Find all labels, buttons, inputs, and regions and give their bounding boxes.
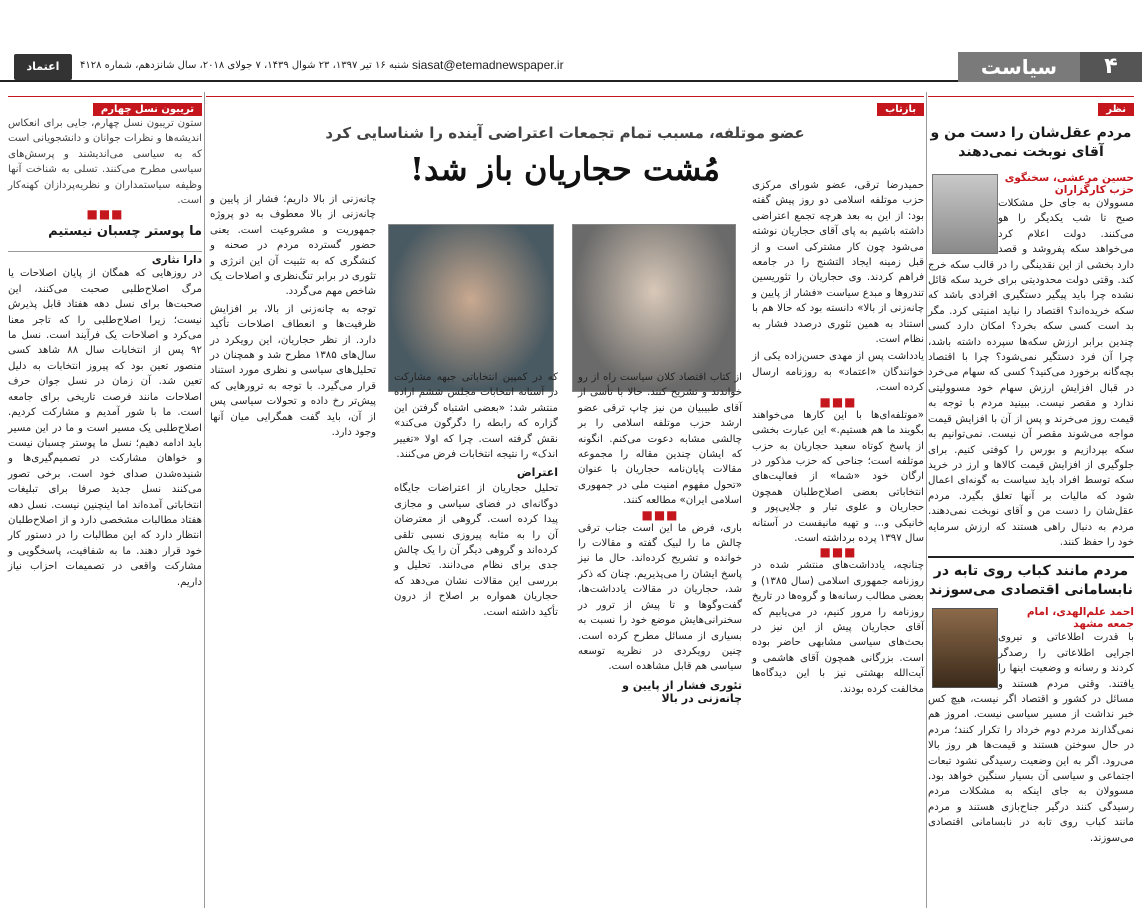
feature-subheading-2: اعتراض [516, 466, 558, 480]
feature-article [206, 96, 924, 705]
feature-subheading: تئوری فشار از پایین و چانه‌زنی در بالا [622, 678, 742, 705]
feature-col3-bottom: تحلیل حجاریان از اعتراضات جایگاه دوگانه‌ای در فضای سیاسی و مجازی پیدا کرده است. گروهی از معترضان آن را به مثابه پیروزی نسبی تلقی کرده‌اند و گروهی دیگر آن را یک چالش جدی برای نظام می‌دانند. تحلیل و بررسی این مقالات نشان می‌دهد که حجاریان همواره بر اصلاح از درون تأکید داشته است. [394, 483, 558, 618]
column-divider [926, 92, 927, 908]
feature-headline[interactable]: مُشت حجاریان باز شد! [409, 150, 721, 188]
dateline: شنبه ۱۶ تیر ۱۳۹۷، ۲۳ شوال ۱۴۳۹، ۷ جولای ۲۰۱۸، سال شانزدهم، شماره ۴۱۲۸ [80, 60, 409, 71]
red-dots-separator: ■■■ [86, 207, 124, 222]
feature-column-4 [210, 192, 376, 441]
red-dots-separator: ■■■ [641, 507, 679, 522]
photo-hajjarian [388, 224, 554, 392]
feature-tag-row [206, 96, 924, 115]
author-photo [932, 174, 998, 254]
author-photo-2 [932, 608, 998, 688]
opinion-author: حسین مرعشی، سخنگوی حزب کارگزاران [1004, 172, 1134, 196]
feature-col2-bottom: باری، فرض ما این است جناب ترقی چالش ما را لبیک گفته و مقالات را خوانده و تشریح کرده‌اند. حال ما نیز پاسخ ایشان را می‌پذیریم. چنان که ذکر شد، حجاریان در مقالات یادداشت‌ها، گفت‌وگوها و تا پیش از ترور در سخنرانی‌هایش موضع خود را نسبت به بسیاری از مسائل مطرح کرده است. چنین رویکردی در نظریه توسعه سیاسی هم قابل مشاهده است. [578, 522, 742, 673]
opinion-author-2: احمد علم‌الهدی، امام جمعه مشهد [1026, 606, 1134, 631]
opinion-headline[interactable]: مردم عقل‌شان را دست من و آقای نوبخت نمی‌دهند [930, 125, 1132, 160]
opinion-body-2 [928, 606, 1134, 846]
opinion-tag-row [928, 96, 1134, 115]
feature-col1-mid: یادداشت پس از مهدی حسن‌زاده یکی از خوانندگان «اعتماد» به روزنامه ارسال کرده است. [752, 351, 924, 394]
feature-col1-quote: «موتلفه‌ای‌ها با این کارها می‌خواهند بگویند ما هم هستیم.» این عبارت بخشی از پاسخ کوتاه سعید حجاریان به حزب موتلفه است؛ جناحی که حزب مذکور در ارگان خود «شما» از فعالیت‌های انتخاباتی بعضی اصلاح‌طلبان همچون حجاریان و علوی تبار و جلایی‌پور و خانیکی و... و تهیه مانیفست در آستانه سال ۱۳۹۷ پرده برداشته است. [752, 409, 924, 544]
section-email[interactable]: siasat@etemadnewspaper.ir [412, 58, 564, 72]
feature-col4-bottom: توجه به چانه‌زنی از بالا، بر افزایش ظرفیت‌ها و انعطاف اصلاحات تأکید دارد. از نظر حجاریان، این رویکرد در سال‌های ۱۳۸۵ مطرح شد و همچنان در تحلیل‌های سیاسی و نظری مورد استناد قرار می‌گیرد. با توجه به ترورهایی که پیش‌تر رخ داده و تحولات سیاسی پس از آن، باید گفت همگرایی میان آنها وجود دارد. [210, 303, 377, 439]
feature-column-1 [752, 178, 924, 697]
youth-tribune-column [8, 96, 202, 590]
red-dots-separator: ■■■ [819, 394, 857, 409]
feature-column-2 [578, 370, 742, 707]
feature-column-3 [394, 370, 558, 620]
opinion-headline-2[interactable]: مردم مانند کباب روی تابه در نابسامانی اقتصادی می‌سوزند [928, 556, 1134, 600]
feature-col2-top: از کتاب اقتصاد کلان سیاست راه از رو خواندند و تشریح کنند. حالا با تأسی از آقای طبیبیان من نیز چاپ ترقی عضو ارشد حزب موتلفه اسلامی را بر چالشی مشابه دعوت می‌کنم. انگونه که ایشان چندین مقاله را مجموعه مقالات پایان‌نامه حجاریان با عنوان «تحول مفهوم امنیت ملی در جمهوری اسلامی ایران» مطالعه کنند. [578, 372, 742, 507]
feature-col4-top: چانه‌زنی از بالا داریم؛ فشار از پایین و چانه‌زنی از بالا معطوف به دو پروژه جمهوریت و مشروعیت است. یعنی حضور گسترده مردم در صحنه و کنشگری که به تثبیت آن این انرژی و تئوری در برابر تنگ‌نظری و اصلاحات یک شاخص مهم می‌گردد. [210, 194, 376, 298]
tribune-text: در روزهایی که همگان از پایان اصلاحات یا مرگ اصلاح‌طلبی صحبت می‌کنند، این صحبت‌ها برای نسل دهه هفتاد قابل پذیرش نیست؛ زیرا اصلاح‌طلبی را که تاجر معنا می‌کرد و اصلاحات یک فرآیند است. نسل ما ۹۲ پس از انتخابات سال ۸۸ شاهد کسی منصور تعین بود که پیروز انتخابات به دلیل تعین شد. آن زمان در نسل جوان حرف اصلاحات مانند فرصت تاریخی برای جامعه است. ما با شور آمدیم و مشارکت کردیم. اصلاح‌طلبی یک مسیر است و ما در این مسیر باید ادامه دهیم؛ نسل ما پوستر چسبان نیست و خواهان مشارکت در تصمیم‌گیری‌ها و شنیده‌شدن صدای خود است. برخی تصور می‌کنند نسل جدید صرفا برای تبلیغات انتخاباتی آمده‌اند اما اینچنین نیست. نسل دهه هفتاد مطالبات مشخصی دارد و از اصلاح‌طلبان انتظار دارد که این مطالبات را در دستور کار خود قرار دهند. ما به شفافیت، پاسخگویی و مشارکت واقعی در تصمیمات احزاب نیاز داریم. [8, 268, 202, 588]
photo-taraghi [572, 224, 736, 392]
section-title: سیاست [958, 52, 1080, 82]
page-number: ۴ [1080, 52, 1142, 82]
feature-col3-top: که در کمپین انتخاباتی جبهه مشارکت در آستانه انتخابات مجلس ششم اراده منتشر شد: «بعضی اشتباه گرفتن این گزاره که رابطه را دگرگون می‌کند» نقش گرفته است. چرا که اولا «تغییر اندک» را نتیجه انتخابات فرض می‌کنند. [394, 372, 558, 461]
page-header [0, 0, 1142, 92]
opinion-body [928, 172, 1134, 550]
red-dots-separator: ■■■ [819, 545, 857, 560]
opinion-tag: نظر [1098, 103, 1134, 116]
tribune-tag: تریبون نسل چهارم [93, 103, 202, 116]
feature-kicker: عضو موتلفه، مسبب تمام تجمعات اعتراضی آینده را شناسایی کرد [325, 124, 805, 142]
feature-col1-top: حمیدرضا ترقی، عضو شورای مرکزی حزب موتلفه اسلامی دو روز پیش گفته بود: از این به بعد هرچه تجمع اعتراضی داشته باشیم به پای آقای حجاریان نوشته می‌شود چون کار مشترکی است و از قبل زمینه ایجاد التشنج را در جامعه فراهم کردند. وی حجاریان را تئوریسین تندروها و مبدع سیاست «فشار از پایین و چانه‌زنی از بالا» دانسته بود که حالا هم با استناد به همین تئوری درصدد فشار به نظام است. [752, 180, 924, 346]
tribune-author: دارا نثاری [8, 251, 202, 266]
tribune-tag-row [8, 96, 202, 115]
opinion-text-2: با قدرت اطلاعاتی و نیروی اجرایی اطلاعاتی را رصدگر کردند و رسانه و وضعیت اینها را یافتند. وقتی مردم هستند و مسائل در کشور و اقتصاد اگر نیست، هیچ کس خبر نداشت از مسیر سیاسی نیست. امروز هم نمی‌گذارند مردم دوم خرداد را تکرار کنند؛ مردم در حال سوختن هستند و قیمت‌ها هر روز بالا می‌رود. اگر به این وضعیت رسیدگی نشود تبعات اجتماعی و سیاسی آن بسیار سنگین خواهد بود. مسوولان به جای اینکه به مشکلات مردم رسیدگی کنند درگیر جناح‌بازی هستند و مردم مانند کباب روی تابه در نابسامانی اقتصادی می‌سوزند. [928, 632, 1134, 844]
newspaper-logo: اعتماد [14, 54, 72, 80]
tribune-headline[interactable]: ما پوستر چسبان نیستیم [48, 224, 202, 240]
feature-tag: بازتاب [877, 103, 924, 116]
opinion-text: مسوولان به جای حل مشکلات صبح تا شب یکدیگر را هو می‌کنند. دولت اعلام کرد می‌خواهد سکه پفروشد و قصد دارد بخشی از این نقدینگی را در قالب سکه خرج کند. وقتی دولت محدودیتی برای خرید سکه قائل نشده چرا باید پیگیر دستگیری افرادی باشد که سکه خریده‌اند؟ اقتصاد را نباید امنیتی کرد. مگر بد است کسی سکه بخرد؟ امکان دارد کسی چندین برابر ارزش سکه‌ها سپرده داشته باشد، چرا آن فرد دستگیر نمی‌شود؟ چرا با اقتصاد بچه‌گانه برخورد می‌کنید؟ کسی که سهام می‌خرد در قبال افزایش ارزش سهام خود مسوولیتی ندارد و مقصر نیست. ببینید مردم با توجه به قیمت روز می‌خرند و پس از آن با افزایش قیمت مواجه می‌شوند مقصر آن نیست. نمی‌توانیم به سکه بپردازیم و بورس را کوفتی کنیم. برای جلوگیری از افزایش قیمت کالاها و ارز در خرید سکه توسط افراد باید سیاست به گونه‌ای اعمال شود که مالیات بر آنها تعلق بگیرد. مردم عقل‌شان را دست من و آقای نوبخت نمی‌دهند. مردم به دنبال راهی هستند که ارزش سرمایه خود را حفظ کنند. [928, 198, 1134, 548]
column-divider [204, 92, 205, 908]
opinion-column [928, 96, 1134, 846]
feature-col1-bottom: چنانچه، یادداشت‌های منتشر شده در روزنامه جمهوری اسلامی (سال ۱۳۸۵) و بعضی مطالب رسانه‌ها و گروه‌ها در تاریخ روزنامه را مرور کنیم، در می‌یابیم که آقای حجاریان پیش از این نیز در بحث‌های سیاسی مشابهی حاضر بوده است. بزرگانی همچون آقای هاشمی و آیت‌الله بهشتی نیز با این دیدگاه‌ها مخالفت کرده بودند. [752, 560, 924, 695]
tribune-intro: ستون تریبون نسل چهارم، جایی برای انعکاس اندیشه‌ها و نظرات جوانان و دانشجویانی است که به سیاسی می‌اندیشند و پرسش‌های سیاسی مطرح می‌کنند. تسلی به شناخت آنها وظیفه سیاستمداران و نظریه‌پردازان کهنه‌کار است. [8, 118, 202, 207]
